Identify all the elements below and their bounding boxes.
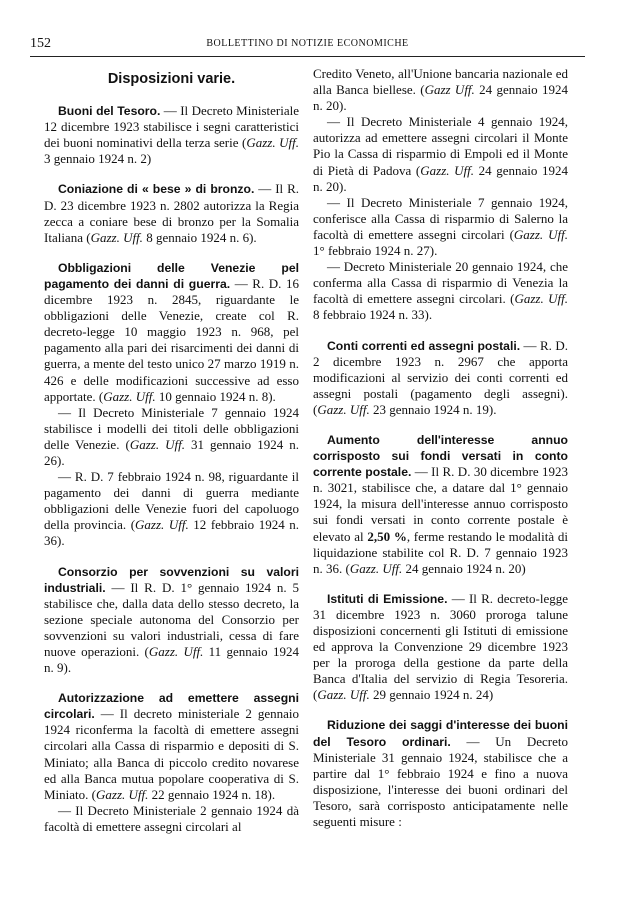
citation-detail: 23 gennaio 1924 n. 19). <box>369 401 497 417</box>
article-obbligazioni-venezie <box>44 260 299 405</box>
article-body: — Un Decreto Ministeriale 31 gennaio 1924, stabilisce che a partire dal 1° febbraio 1924 e fino a nuova disposizione, l'interesse dei buoni ordinari del Tesoro, sarà corrisposto anticipatamente nelle seguenti misure : <box>313 733 568 830</box>
citation: Gazz. Uff. <box>246 135 299 151</box>
article-paragraph <box>313 114 568 194</box>
article-body: — Il Decreto Ministeriale 12 dicembre 1923 stabilisce i segni caratteristici dei buoni nominativi della terza serie ( <box>44 103 299 151</box>
article-heading: Coniazione di « bese » di bronzo. <box>58 182 255 197</box>
page-header <box>30 36 585 54</box>
article-coniazione-bese <box>44 181 299 245</box>
citation: Gazz. Uff. <box>103 388 156 404</box>
citation: Gazz. Uff. <box>514 291 569 307</box>
section-title: Disposizioni varie. <box>107 71 236 87</box>
running-title: BOLLETTINO DI NOTIZIE ECONOMICHE <box>206 38 409 49</box>
article-conti-correnti <box>313 338 568 418</box>
article-heading: Obbligazioni delle Venezie pel pagamento dei danni di guerra. <box>44 260 299 291</box>
citation-detail: 3 gennaio 1924 n. 2) <box>44 151 152 167</box>
article-heading: Buoni del Tesoro. <box>58 104 161 119</box>
page-number: 152 <box>30 36 51 51</box>
citation-detail: 22 gennaio 1924 n. 18). <box>148 786 276 802</box>
article-body: — Il decreto ministeriale 2 gennaio 1924 riconferma la facoltà di emettere assegni circolari alla Cassa di risparmio e depositi di S. Miniato; alla Banca di piccolo credito novarese ed alla Banca mutua popolare cooperativa di S. Miniato. ( <box>44 706 299 802</box>
article-paragraph <box>313 195 568 259</box>
article-body: — R. D. 2 dicembre 1923 n. 2967 che apporta modificazioni al servizio dei conti correnti ed assegni postali (pagamento degli assegni). ( <box>313 337 569 417</box>
article-heading: Riduzione dei saggi d'interesse dei buoni del Tesoro ordinari. <box>313 718 568 749</box>
citation: Gazz. Uff. <box>317 401 370 417</box>
article-continuation <box>313 66 568 114</box>
article-istituti-emissione <box>313 591 568 704</box>
article-body: — Decreto Ministeriale 20 gennaio 1924, che conferma alla Cassa di risparmio di Venezia la facoltà di emettere assegni circolari. ( <box>313 259 568 307</box>
article-body: — R. D. 16 dicembre 1923 n. 2845, riguardante le obbligazioni delle Venezie, create col R. decreto-legge 10 maggio 1923 n. 968, pel pagamento alla pari dei risarcimenti dei danni di guerra, a mente del testo unico 27 marzo 1919 n. 426 e delle modificazioni successive ad esso apportate. ( <box>44 275 299 404</box>
right-column <box>313 66 568 830</box>
citation-detail: 10 gennaio 1924 n. 8). <box>155 388 276 404</box>
citation-detail: 8 gennaio 1924 n. 6). <box>142 229 257 245</box>
citation: Gazz Uff. <box>424 82 475 98</box>
article-paragraph: — Il Decreto Ministeriale 2 gennaio 1924 dà facoltà di emettere assegni circolari al <box>44 802 299 834</box>
article-paragraph <box>44 405 299 469</box>
article-body: Credito Veneto, all'Unione bancaria nazionale ed alla Banca biellese. ( <box>313 66 568 98</box>
article-body: — Il R. D. 23 dicembre 1923 n. 2802 autorizza la Regia zecca a coniare bese di bronzo per la Somalia Italiana ( <box>44 181 299 245</box>
citation-detail: 1° febbraio 1924 n. 27). <box>313 243 438 259</box>
article-body: — Il Decreto Ministeriale 7 gennaio 1924, conferisce alla Cassa di risparmio di Salerno la facoltà di emettere assegni circolari ( <box>313 194 568 242</box>
citation: Gazz. Uff. <box>90 229 143 245</box>
citation: Gazz. Uff. <box>148 644 204 659</box>
article-aumento-interesse <box>313 432 568 577</box>
header-rule <box>30 56 585 57</box>
citation-detail: 11 gennaio 1924 n. 9). <box>44 644 299 676</box>
article-buoni-tesoro <box>44 103 299 167</box>
article-body: — Il Decreto Ministeriale 7 gennaio 1924 stabilisce i modelli dei titoli delle obbligazioni delle Venezie. ( <box>44 404 299 452</box>
article-body: — R. D. 7 febbraio 1924 n. 98, riguardante il pagamento dei danni di guerra mediante obbligazioni delle Venezie fuori del capoluogo della provincia. ( <box>44 469 299 533</box>
citation: Gazz. Uff. <box>513 226 568 242</box>
left-column <box>44 66 299 835</box>
article-body: — Il R. D. 30 dicembre 1923 n. 3021, stabilisce che, a datare dal 1° gennaio 1924, la misura dell'interesse annuo corrisposto sui fondi versati in conto corrente postale è elevato al <box>313 464 568 544</box>
article-body: , ferme restando le modalità di liquidazione stabilite col R. D. 7 gennaio 1923 n. 36. ( <box>313 528 568 576</box>
article-body: — Il R. D. 1° gennaio 1924 n. 5 stabilisce che, dalla data dello stesso decreto, la sezione speciale autonoma del Consorzio per sovvenzioni su valori industriali, cessa di fare nuove operazioni. ( <box>44 579 299 659</box>
citation-detail: 8 febbraio 1924 n. 33). <box>313 307 433 323</box>
article-body: — Il R. decreto-legge 31 dicembre 1923 n. 3060 proroga talune disposizioni concernenti gli Istituti di emissione ed approva la Convenzione 29 dicembre 1923 per la proroga della gestione da parte della Banca d'Italia del servizio di Regia Tesoreria. ( <box>313 590 569 703</box>
article-paragraph <box>313 259 568 323</box>
citation: Gazz. Uff. <box>420 162 474 178</box>
article-body: — Il Decreto Ministeriale 4 gennaio 1924, autorizza ad emettere assegni circolari il Monte Pio la Cassa di risparmio di Empoli ed il Monte di Pietà di Padova ( <box>313 114 568 178</box>
citation-detail: 24 gennaio 1924 n. 20) <box>402 560 526 576</box>
citation: Gazz. Uff. <box>135 517 189 533</box>
citation: Gazz. Uff. <box>129 436 185 452</box>
article-riduzione-saggi <box>313 717 568 830</box>
article-heading: Aumento dell'interesse annuo corrisposto sui fondi versati in conto corrente postale. <box>313 432 568 480</box>
citation-detail: 31 gennaio 1924 n. 26). <box>44 436 299 468</box>
citation: Gazz. Uff. <box>317 687 370 703</box>
citation: Gazz. Uff. <box>349 560 403 576</box>
citation-detail: 24 gennaio 1924 n. 20). <box>313 82 568 114</box>
article-heading: Autorizzazione ad emettere assegni circolari. <box>44 691 299 722</box>
article-paragraph <box>44 469 299 549</box>
citation-detail: 12 febbraio 1924 n. 36). <box>44 517 299 549</box>
article-heading: Conti correnti ed assegni postali. <box>327 338 521 353</box>
citation-detail: 24 gennaio 1924 n. 20). <box>313 162 568 194</box>
citation-detail: 29 gennaio 1924 n. 24) <box>369 687 494 703</box>
interest-rate: 2,50 % <box>367 528 407 544</box>
citation: Gazz. Uff. <box>96 786 149 802</box>
article-heading: Istituti di Emissione. <box>327 591 448 606</box>
article-heading: Consorzio per sovvenzioni su valori industriali. <box>44 564 299 595</box>
article-consorzio-sovvenzioni <box>44 564 299 677</box>
article-assegni-circolari <box>44 690 299 803</box>
